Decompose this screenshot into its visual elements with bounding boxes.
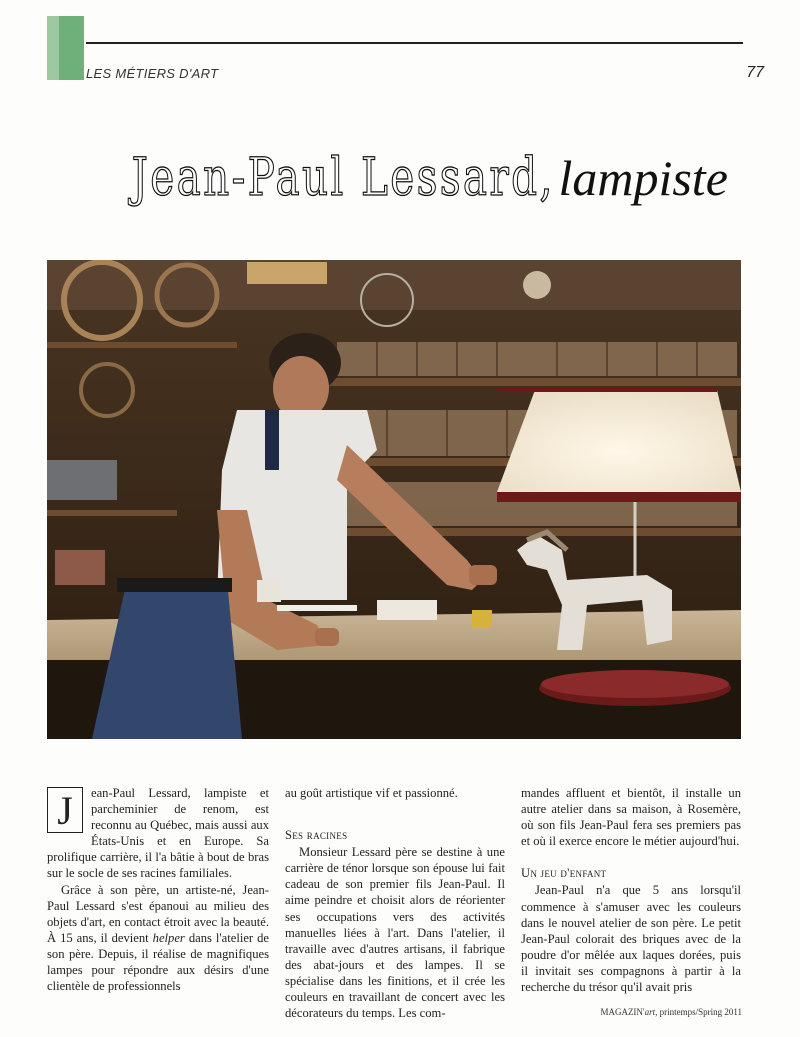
workshop-photo <box>47 260 741 739</box>
article-column-2 <box>285 785 505 1021</box>
paragraph: mandes affluent et bientôt, il installe un autre atelier dans sa maison, à Rosemère, où son fils Jean-Paul fera ses premiers pas et où il exerce encore le métier aujourd'hui. <box>521 786 741 849</box>
paragraph: Monsieur Lessard père se destine à une carrière de ténor lorsque son épouse lui fait cadeau de son premier fils Jean-Paul. Il aime peindre et choisit alors de réorienter ses occupations vers des activités manuelles liées à l'art. Dans l'atelier, il travaille avec d'autres artisans, il fabrique des abat-jours et des lampes. Il se spécialise dans les finitions, et il crée les couleurs en travaillant de concert avec les décorateurs du temps. Les com- <box>285 845 505 1021</box>
paragraph: Jean-Paul n'a que 5 ans lorsqu'il commence à s'amuser avec les couleurs dans le nouvel atelier de son père. Le petit Jean-Paul colorait des briques avec de la poudre d'or mêlée aux laques dorées, puis il invitait ses compagnons à partir à la recherche du trésor qu'il avait pris <box>521 883 741 995</box>
footer-magazine-art: art <box>644 1007 656 1017</box>
section-label: LES MÉTIERS D'ART <box>86 66 219 81</box>
paragraph-text: Grâce à son père, un artiste-né, Jean-Paul Lessard s'est épanoui au milieu des objets d'art, en contact étroit avec la beauté. À 15 ans, il devient <box>47 882 269 945</box>
title-role: lampiste <box>558 150 728 206</box>
footer-magazine: MAGAZIN' <box>600 1007 645 1017</box>
paragraph <box>47 882 269 995</box>
footer-issue: , printemps/Spring 2011 <box>655 1007 742 1017</box>
drop-cap: J <box>47 787 83 833</box>
subheading-childs-play: Un jeu d'enfant <box>521 866 607 881</box>
title-name: Jean-Paul Lessard, <box>131 148 555 208</box>
paragraph-text: dans l'atelier de son père. Depuis, il réalise de magnifiques lampes pour répondre aux désirs d'une clientèle de professionnels <box>47 930 269 994</box>
header-rule <box>86 42 743 44</box>
intro-paragraph <box>47 785 269 882</box>
article-column-3 <box>521 785 741 995</box>
article-column-1 <box>47 785 269 994</box>
paragraph: au goût artistique vif et passionné. <box>285 786 458 800</box>
subheading-roots: Ses racines <box>285 828 348 843</box>
article-title <box>0 148 800 208</box>
section-tab-marker <box>47 16 84 80</box>
footer-credit <box>600 1007 742 1017</box>
intro-text: ean-Paul Lessard, lampiste et parcheminier de renom, est reconnu au Québec, mais aussi aux États-Unis et en Europe. Sa prolifique carrière, il l'a bâtie à bout de bras sur le socle de ses racines familiales. <box>47 786 269 881</box>
emphasis-text: helper <box>152 930 185 945</box>
page-number: 77 <box>746 64 764 81</box>
